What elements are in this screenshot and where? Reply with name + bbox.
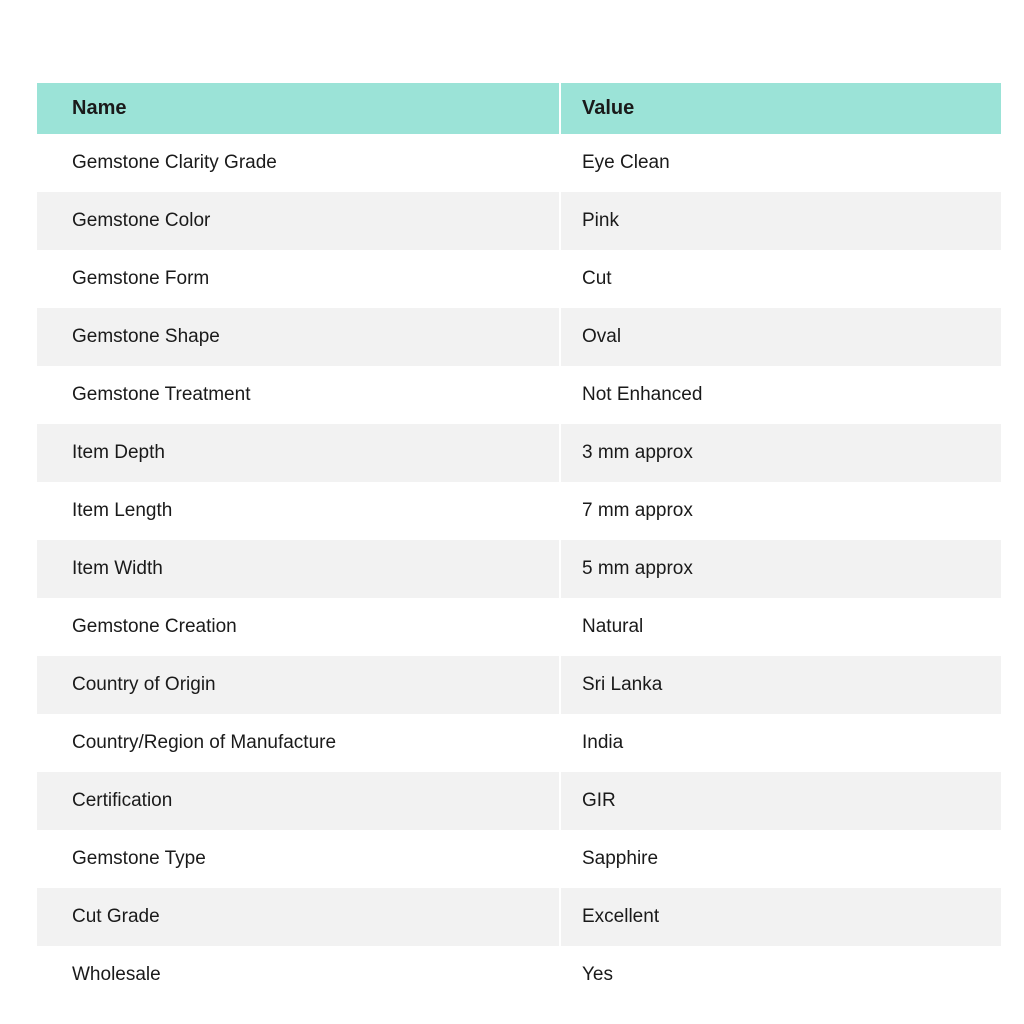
spec-name-cell: Gemstone Creation bbox=[37, 598, 559, 656]
spec-name-cell: Country of Origin bbox=[37, 656, 559, 714]
column-header-name: Name bbox=[37, 83, 559, 134]
spec-name-cell: Gemstone Shape bbox=[37, 308, 559, 366]
spec-value-cell: Yes bbox=[559, 946, 1001, 1004]
table-row bbox=[37, 308, 1001, 366]
spec-value-cell: 5 mm approx bbox=[559, 540, 1001, 598]
spec-value-cell: 3 mm approx bbox=[559, 424, 1001, 482]
spec-name-cell: Cut Grade bbox=[37, 888, 559, 946]
spec-value-cell: Oval bbox=[559, 308, 1001, 366]
spec-value-cell: Sapphire bbox=[559, 830, 1001, 888]
header-row bbox=[37, 83, 1001, 134]
spec-name-cell: Gemstone Type bbox=[37, 830, 559, 888]
spec-name-cell: Item Depth bbox=[37, 424, 559, 482]
spec-name-cell: Country/Region of Manufacture bbox=[37, 714, 559, 772]
spec-table bbox=[37, 83, 1001, 1004]
spec-value-cell: Eye Clean bbox=[559, 134, 1001, 192]
spec-name-cell: Item Length bbox=[37, 482, 559, 540]
table-row bbox=[37, 424, 1001, 482]
table-row bbox=[37, 714, 1001, 772]
table-row bbox=[37, 482, 1001, 540]
spec-value-cell: India bbox=[559, 714, 1001, 772]
spec-name-cell: Gemstone Form bbox=[37, 250, 559, 308]
table-row bbox=[37, 366, 1001, 424]
spec-value-cell: GIR bbox=[559, 772, 1001, 830]
spec-name-cell: Item Width bbox=[37, 540, 559, 598]
spec-name-cell: Wholesale bbox=[37, 946, 559, 1004]
table-row bbox=[37, 598, 1001, 656]
table-row bbox=[37, 772, 1001, 830]
column-header-value: Value bbox=[559, 83, 1001, 134]
spec-value-cell: 7 mm approx bbox=[559, 482, 1001, 540]
spec-value-cell: Excellent bbox=[559, 888, 1001, 946]
spec-value-cell: Cut bbox=[559, 250, 1001, 308]
table-row bbox=[37, 656, 1001, 714]
table-row bbox=[37, 830, 1001, 888]
table-row bbox=[37, 888, 1001, 946]
spec-name-cell: Gemstone Clarity Grade bbox=[37, 134, 559, 192]
spec-name-cell: Gemstone Color bbox=[37, 192, 559, 250]
spec-table-header bbox=[37, 83, 1001, 134]
spec-name-cell: Gemstone Treatment bbox=[37, 366, 559, 424]
spec-value-cell: Sri Lanka bbox=[559, 656, 1001, 714]
spec-value-cell: Not Enhanced bbox=[559, 366, 1001, 424]
spec-table-body bbox=[37, 134, 1001, 1004]
table-row bbox=[37, 250, 1001, 308]
table-row bbox=[37, 192, 1001, 250]
table-row bbox=[37, 946, 1001, 1004]
spec-value-cell: Pink bbox=[559, 192, 1001, 250]
table-row bbox=[37, 540, 1001, 598]
spec-name-cell: Certification bbox=[37, 772, 559, 830]
table-row bbox=[37, 134, 1001, 192]
spec-value-cell: Natural bbox=[559, 598, 1001, 656]
